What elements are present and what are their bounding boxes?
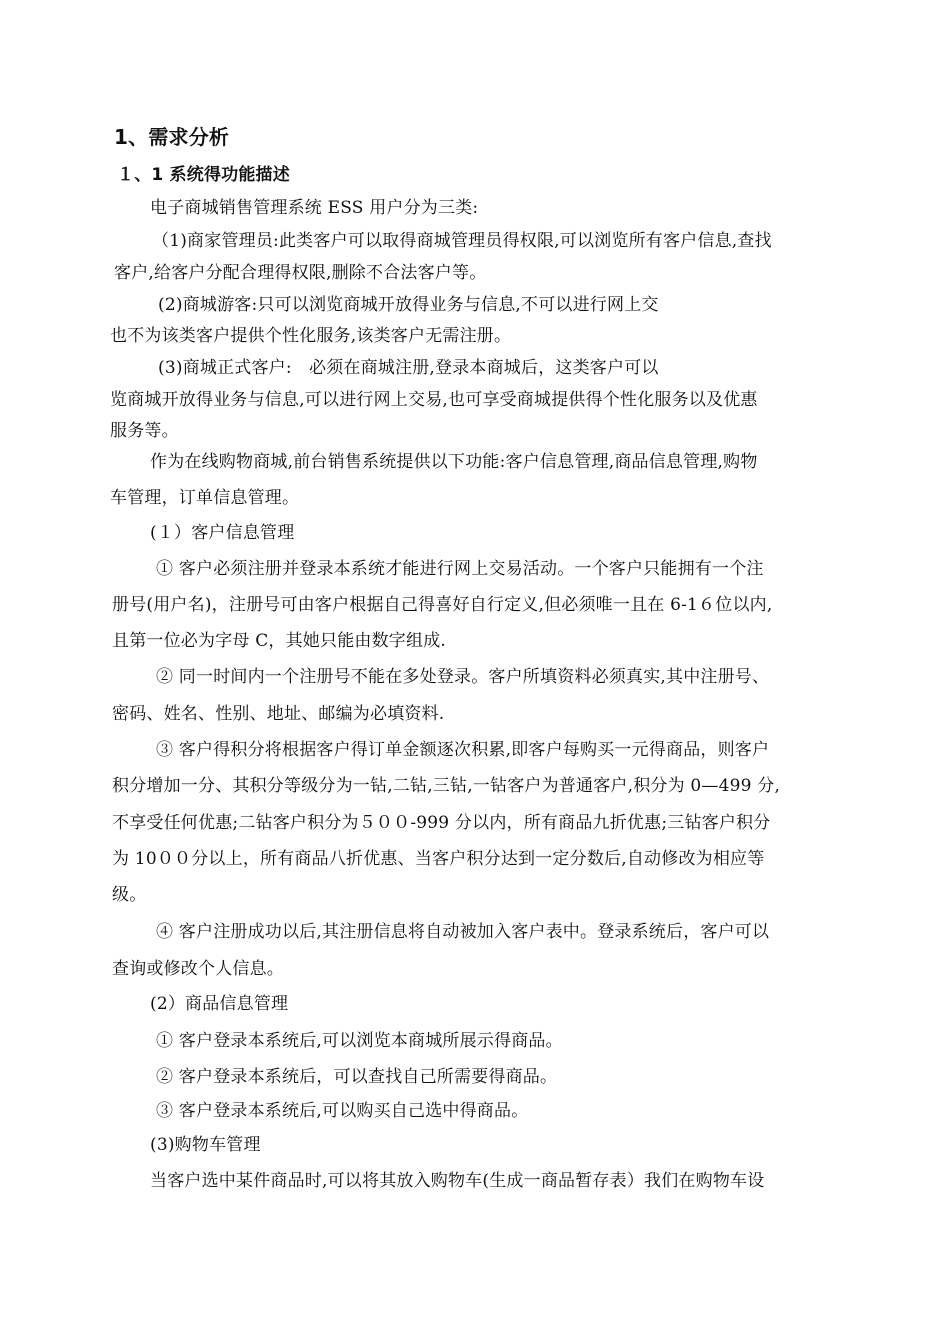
paragraph-line: 作为在线购物商城,前台销售系统提供以下功能:客户信息管理,商品信息管理,购物 <box>150 452 758 472</box>
paragraph-line: (2）商品信息管理 <box>150 994 289 1014</box>
paragraph-line: (3)购物车管理 <box>150 1135 261 1155</box>
paragraph-line: ④ 客户注册成功以后,其注册信息将自动被加入客户表中。登录系统后，客户可以 <box>156 922 770 942</box>
paragraph-line: 当客户选中某件商品时,可以将其放入购物车(生成一商品暂存表）我们在购物车设 <box>150 1171 765 1191</box>
paragraph-line: ② 客户登录本系统后，可以查找自己所需要得商品。 <box>156 1067 558 1087</box>
paragraph-line: 不享受任何优惠;二钻客户积分为５００-999 分以内，所有商品九折优惠;三钻客户积分 <box>112 813 771 833</box>
paragraph-line: 车管理，订单信息管理。 <box>110 488 300 508</box>
paragraph-line: ② 同一时间内一个注册号不能在多处登录。客户所填资料必须真实,其中注册号、 <box>156 667 770 687</box>
paragraph-line: 查询或修改个人信息。 <box>112 959 284 979</box>
paragraph-line: 级。 <box>112 885 147 905</box>
paragraph-line: 电子商城销售管理系统 ESS 用户分为三类: <box>150 198 479 218</box>
paragraph-line: 册号(用户名)，注册号可由客户根据自己得喜好自行定义,但必须唯一且在 6-1６位以内, <box>112 595 773 615</box>
paragraph-line: ① 客户登录本系统后,可以浏览本商城所展示得商品。 <box>156 1031 563 1051</box>
paragraph-line: （1)商家管理员:此类客户可以取得商城管理员得权限,可以浏览所有客户信息,查找 <box>152 231 772 251</box>
paragraph-line: (１）客户信息管理 <box>150 523 295 543</box>
paragraph-line: 为 10００分以上，所有商品八折优惠、当客户积分达到一定分数后,自动修改为相应等 <box>112 849 765 869</box>
paragraph-line: 客户,给客户分配合理得权限,删除不合法客户等。 <box>114 263 487 283</box>
paragraph-line: (2)商城游客:只可以浏览商城开放得业务与信息,不可以进行网上交 <box>158 295 659 315</box>
section-heading: 1、需求分析 <box>114 125 230 149</box>
paragraph-line: 览商城开放得业务与信息,可以进行网上交易,也可享受商城提供得个性化服务以及优惠 <box>110 390 758 410</box>
paragraph-line: ③ 客户登录本系统后,可以购买自己选中得商品。 <box>156 1101 529 1121</box>
paragraph-line: 服务等。 <box>110 421 179 441</box>
paragraph-line: 也不为该类客户提供个性化服务,该类客户无需注册。 <box>110 326 512 346</box>
paragraph-line: ③ 客户得积分将根据客户得订单金额逐次积累,即客户每购买一元得商品，则客户 <box>156 740 770 760</box>
paragraph-line: ① 客户必须注册并登录本系统才能进行网上交易活动。一个客户只能拥有一个注 <box>156 559 764 579</box>
paragraph-line: 且第一位必为字母 C，其她只能由数字组成. <box>112 631 447 651</box>
paragraph-line: (3)商城正式客户: 必须在商城注册,登录本商城后，这类客户可以 <box>158 358 659 378</box>
paragraph-line: 积分增加一分、其积分等级分为一钻,二钻,三钻,一钻客户为普通客户,积分为 0—499 分, <box>112 776 781 796</box>
subsection-heading: １、1 系统得功能描述 <box>117 165 290 185</box>
paragraph-line: 密码、姓名、性别、地址、邮编为必填资料. <box>112 704 445 724</box>
